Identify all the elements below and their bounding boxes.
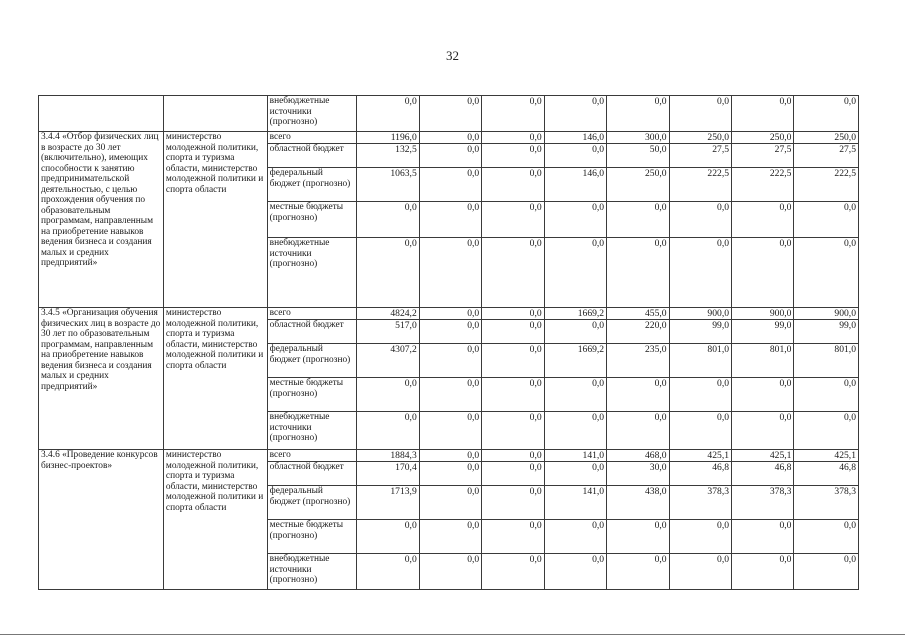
value-cell: 0,0 bbox=[794, 202, 859, 238]
value-cell: 0,0 bbox=[607, 520, 669, 554]
value-cell: 4307,2 bbox=[357, 344, 419, 378]
value-cell: 235,0 bbox=[607, 344, 669, 378]
source-label: внебюджетные источники (прогнозно) bbox=[267, 554, 357, 590]
value-cell: 425,1 bbox=[669, 450, 731, 462]
value-cell: 0,0 bbox=[357, 238, 419, 308]
value-cell: 0,0 bbox=[544, 202, 606, 238]
source-label: местные бюджеты (прогнозно) bbox=[267, 378, 357, 412]
value-cell: 0,0 bbox=[794, 412, 859, 450]
value-cell: 0,0 bbox=[419, 520, 481, 554]
value-cell: 0,0 bbox=[794, 554, 859, 590]
activity-name: 3.4.6 «Проведение конкурсов бизнес-проектов» bbox=[39, 450, 164, 590]
source-label: всего bbox=[267, 132, 357, 144]
value-cell: 438,0 bbox=[607, 486, 669, 520]
value-cell: 0,0 bbox=[419, 168, 481, 202]
value-cell: 0,0 bbox=[482, 344, 544, 378]
value-cell: 27,5 bbox=[669, 144, 731, 168]
value-cell: 378,3 bbox=[669, 486, 731, 520]
executor: министерство молодежной политики, спорта и туризма области, министерство молодежной политики и спорта области bbox=[163, 450, 267, 590]
value-cell: 0,0 bbox=[357, 96, 419, 132]
page-number: 32 bbox=[446, 48, 459, 63]
value-cell: 0,0 bbox=[419, 462, 481, 486]
source-label: внебюджетные источники (прогнозно) bbox=[267, 96, 357, 132]
value-cell: 30,0 bbox=[607, 462, 669, 486]
value-cell: 250,0 bbox=[607, 168, 669, 202]
value-cell: 801,0 bbox=[732, 344, 794, 378]
table-row bbox=[39, 308, 859, 320]
value-cell: 300,0 bbox=[607, 132, 669, 144]
value-cell: 0,0 bbox=[419, 320, 481, 344]
value-cell: 1669,2 bbox=[544, 344, 606, 378]
value-cell: 425,1 bbox=[732, 450, 794, 462]
value-cell: 250,0 bbox=[732, 132, 794, 144]
value-cell: 0,0 bbox=[482, 168, 544, 202]
value-cell: 0,0 bbox=[732, 238, 794, 308]
value-cell: 0,0 bbox=[607, 554, 669, 590]
source-label: федеральный бюджет (прогнозно) bbox=[267, 168, 357, 202]
value-cell: 27,5 bbox=[794, 144, 859, 168]
value-cell: 0,0 bbox=[419, 96, 481, 132]
value-cell: 0,0 bbox=[482, 132, 544, 144]
value-cell: 132,5 bbox=[357, 144, 419, 168]
value-cell: 0,0 bbox=[732, 520, 794, 554]
value-cell: 222,5 bbox=[732, 168, 794, 202]
value-cell: 0,0 bbox=[544, 520, 606, 554]
value-cell: 46,8 bbox=[732, 462, 794, 486]
value-cell: 99,0 bbox=[669, 320, 731, 344]
value-cell: 0,0 bbox=[607, 412, 669, 450]
value-cell: 0,0 bbox=[419, 202, 481, 238]
value-cell: 0,0 bbox=[732, 96, 794, 132]
value-cell: 0,0 bbox=[544, 144, 606, 168]
value-cell: 0,0 bbox=[669, 96, 731, 132]
value-cell: 517,0 bbox=[357, 320, 419, 344]
value-cell: 0,0 bbox=[544, 238, 606, 308]
activity-name: 3.4.4 «Отбор физических лиц в возрасте до 30 лет (включительно), имеющих способности к занятию предпринимательской деятельностью, с целью прохождения обучения по образовательным программам, направленным на приобретение навыков ведения бизнеса и создания малых и средних предприятий» bbox=[39, 132, 164, 308]
source-label: областной бюджет bbox=[267, 462, 357, 486]
value-cell: 0,0 bbox=[669, 554, 731, 590]
value-cell: 0,0 bbox=[419, 308, 481, 320]
value-cell: 0,0 bbox=[357, 202, 419, 238]
value-cell: 99,0 bbox=[794, 320, 859, 344]
table-row bbox=[39, 132, 859, 144]
value-cell: 0,0 bbox=[794, 96, 859, 132]
executor: министерство молодежной политики, спорта и туризма области, министерство молодежной политики и спорта области bbox=[163, 132, 267, 308]
value-cell: 455,0 bbox=[607, 308, 669, 320]
value-cell: 0,0 bbox=[419, 486, 481, 520]
value-cell: 0,0 bbox=[357, 412, 419, 450]
value-cell: 220,0 bbox=[607, 320, 669, 344]
source-label: внебюджетные источники (прогнозно) bbox=[267, 412, 357, 450]
value-cell: 50,0 bbox=[607, 144, 669, 168]
value-cell: 0,0 bbox=[482, 554, 544, 590]
value-cell: 900,0 bbox=[732, 308, 794, 320]
value-cell: 0,0 bbox=[544, 96, 606, 132]
value-cell: 0,0 bbox=[607, 96, 669, 132]
value-cell: 0,0 bbox=[669, 378, 731, 412]
value-cell: 46,8 bbox=[669, 462, 731, 486]
value-cell: 0,0 bbox=[419, 238, 481, 308]
value-cell: 0,0 bbox=[544, 554, 606, 590]
table-row bbox=[39, 96, 859, 132]
value-cell: 425,1 bbox=[794, 450, 859, 462]
value-cell: 141,0 bbox=[544, 450, 606, 462]
value-cell: 250,0 bbox=[794, 132, 859, 144]
source-label: местные бюджеты (прогнозно) bbox=[267, 520, 357, 554]
value-cell: 0,0 bbox=[482, 462, 544, 486]
value-cell: 4824,2 bbox=[357, 308, 419, 320]
value-cell: 0,0 bbox=[607, 238, 669, 308]
value-cell: 0,0 bbox=[419, 450, 481, 462]
value-cell: 0,0 bbox=[544, 320, 606, 344]
source-label: федеральный бюджет (прогнозно) bbox=[267, 486, 357, 520]
empty-name-cell bbox=[39, 96, 164, 132]
value-cell: 0,0 bbox=[732, 554, 794, 590]
value-cell: 0,0 bbox=[482, 202, 544, 238]
value-cell: 0,0 bbox=[357, 554, 419, 590]
budget-table bbox=[38, 95, 859, 590]
value-cell: 0,0 bbox=[482, 412, 544, 450]
value-cell: 0,0 bbox=[669, 238, 731, 308]
value-cell: 0,0 bbox=[482, 450, 544, 462]
value-cell: 27,5 bbox=[732, 144, 794, 168]
value-cell: 170,4 bbox=[357, 462, 419, 486]
value-cell: 0,0 bbox=[419, 344, 481, 378]
value-cell: 0,0 bbox=[482, 320, 544, 344]
empty-executor-cell bbox=[163, 96, 267, 132]
value-cell: 0,0 bbox=[482, 238, 544, 308]
value-cell: 0,0 bbox=[794, 238, 859, 308]
source-label: федеральный бюджет (прогнозно) bbox=[267, 344, 357, 378]
value-cell: 141,0 bbox=[544, 486, 606, 520]
value-cell: 1884,3 bbox=[357, 450, 419, 462]
value-cell: 0,0 bbox=[482, 308, 544, 320]
source-label: областной бюджет bbox=[267, 144, 357, 168]
value-cell: 900,0 bbox=[669, 308, 731, 320]
value-cell: 0,0 bbox=[357, 520, 419, 554]
value-cell: 0,0 bbox=[482, 96, 544, 132]
value-cell: 1063,5 bbox=[357, 168, 419, 202]
activity-name: 3.4.5 «Организация обучения физических лиц в возрасте до 30 лет по образовательным программам, направленным на приобретение навыков ведения бизнеса и создания малых и средних предприятий» bbox=[39, 308, 164, 450]
value-cell: 0,0 bbox=[482, 144, 544, 168]
value-cell: 146,0 bbox=[544, 132, 606, 144]
value-cell: 378,3 bbox=[732, 486, 794, 520]
value-cell: 801,0 bbox=[669, 344, 731, 378]
source-label: всего bbox=[267, 308, 357, 320]
value-cell: 0,0 bbox=[794, 378, 859, 412]
source-label: областной бюджет bbox=[267, 320, 357, 344]
value-cell: 0,0 bbox=[482, 520, 544, 554]
value-cell: 146,0 bbox=[544, 168, 606, 202]
value-cell: 0,0 bbox=[607, 202, 669, 238]
value-cell: 0,0 bbox=[419, 554, 481, 590]
value-cell: 0,0 bbox=[419, 144, 481, 168]
value-cell: 0,0 bbox=[669, 202, 731, 238]
value-cell: 0,0 bbox=[544, 462, 606, 486]
source-label: внебюджетные источники (прогнозно) bbox=[267, 238, 357, 308]
value-cell: 250,0 bbox=[669, 132, 731, 144]
value-cell: 1669,2 bbox=[544, 308, 606, 320]
value-cell: 378,3 bbox=[794, 486, 859, 520]
value-cell: 801,0 bbox=[794, 344, 859, 378]
value-cell: 1713,9 bbox=[357, 486, 419, 520]
value-cell: 0,0 bbox=[419, 132, 481, 144]
value-cell: 468,0 bbox=[607, 450, 669, 462]
value-cell: 0,0 bbox=[419, 378, 481, 412]
source-label: всего bbox=[267, 450, 357, 462]
value-cell: 0,0 bbox=[732, 412, 794, 450]
value-cell: 0,0 bbox=[669, 412, 731, 450]
value-cell: 222,5 bbox=[794, 168, 859, 202]
value-cell: 0,0 bbox=[607, 378, 669, 412]
table-row bbox=[39, 450, 859, 462]
value-cell: 99,0 bbox=[732, 320, 794, 344]
executor: министерство молодежной политики, спорта и туризма области, министерство молодежной политики и спорта области bbox=[163, 308, 267, 450]
value-cell: 0,0 bbox=[482, 378, 544, 412]
value-cell: 0,0 bbox=[419, 412, 481, 450]
source-label: местные бюджеты (прогнозно) bbox=[267, 202, 357, 238]
value-cell: 1196,0 bbox=[357, 132, 419, 144]
page-bottom-rule bbox=[0, 634, 905, 635]
value-cell: 0,0 bbox=[544, 412, 606, 450]
value-cell: 900,0 bbox=[794, 308, 859, 320]
value-cell: 0,0 bbox=[732, 202, 794, 238]
value-cell: 0,0 bbox=[357, 378, 419, 412]
value-cell: 0,0 bbox=[669, 520, 731, 554]
value-cell: 222,5 bbox=[669, 168, 731, 202]
value-cell: 0,0 bbox=[544, 378, 606, 412]
value-cell: 46,8 bbox=[794, 462, 859, 486]
value-cell: 0,0 bbox=[732, 378, 794, 412]
value-cell: 0,0 bbox=[794, 520, 859, 554]
value-cell: 0,0 bbox=[482, 486, 544, 520]
